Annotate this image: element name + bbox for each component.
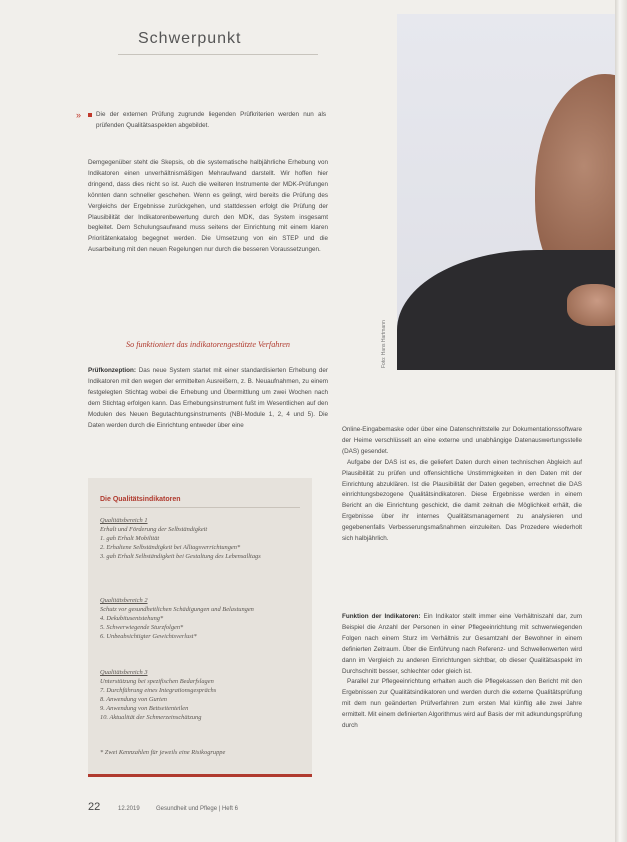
photo-credit: Foto: Hans Hartmann (381, 320, 387, 368)
group-heading: Qualitätsbereich 1 (100, 517, 148, 524)
group-line: 4. Dekubitusentstehung* (100, 615, 164, 622)
group-line: 6. Unbeabsichtigter Gewichtsverlust* (100, 633, 197, 640)
group-line: 3. gah Erhalt Selbständigkeit bei Gestaltung des Lebensalltags (100, 553, 261, 560)
page-number: 22 (88, 801, 101, 813)
indicator-group-1 (100, 516, 300, 561)
section-title: Schwerpunkt (138, 30, 242, 47)
group-line: 5. Schwerwiegende Sturzfolgen* (100, 624, 184, 631)
body-paragraph-4 (342, 612, 582, 732)
portrait-photo (397, 14, 615, 370)
body-paragraph-2 (88, 366, 328, 431)
group-line: 10. Aktualität der Schmerzeinschätzung (100, 714, 202, 721)
group-line: 8. Anwendung von Gurten (100, 696, 167, 703)
group-line: 2. Erhaltene Selbständigkeit bei Alltagsverrichtungen* (100, 544, 241, 551)
page-edge (615, 0, 627, 842)
group-line: 9. Anwendung von Bettseitenteilen (100, 705, 189, 712)
infobox-divider (100, 507, 300, 508)
title-rule (118, 54, 318, 55)
quality-indicators-box (88, 478, 312, 777)
paragraph-text: Das neue System startet mit einer standardisierten Erhebung der Indikatoren mit den wegen der ermittelten Ausreißern, z. B. Neuaufnahmen, zu einem festgelegten Stichtag wobei die Erhebung und Übermittlung um zwei Wochen nach dem Stichtag erfolgen kann. Das Erhebungsinstrument fußt im Wesentlichen auf den Modulen des Neuen Begutachtungsinstruments (NBI-Module 1, 2, 4 und 5). Die Daten werden durch die Einrichtung entweder über eine (88, 367, 329, 429)
paragraph-label: Funktion der Indikatoren: (342, 613, 421, 620)
issue-date: 12.2019 (118, 806, 140, 812)
indicator-group-3 (100, 668, 300, 722)
photo-hand (567, 284, 615, 326)
body-paragraph-3 (342, 425, 582, 545)
infobox-title: Die Qualitätsindikatoren (100, 496, 181, 503)
paragraph-text: Aufgabe der DAS ist es, die geliefert Daten durch einen technischen Abgleich auf Plausibilität zu prüfen und offensichtliche Unstimmigkeiten in den Daten mit der Einrichtung abzuklären. Ist die Plausibilität der Daten gegeben, errechnet die DAS einrichtungsbezogene Qualitätsindikatoren. Diese Ergebnisse werden in einem Bericht an die Einrichtung geschickt, die damit zeitnah die Möglichkeit erhält, die Ergebnisse über ihr internes Qualitätsmanagement zu analysieren und gegebenenfalls Verbesserungsmaßnahmen einzuleiten. Das Prozedere wiederholt sich halbjährlich. (342, 458, 582, 543)
group-line: Schutz vor gesundheitlichen Schädigungen und Belastungen (100, 606, 254, 613)
group-heading: Qualitätsbereich 2 (100, 597, 148, 604)
body-paragraph-1: Demgegenüber steht die Skepsis, ob die systematische halbjährliche Erhebung von Indikatoren einen unverhältnismäßigen Mehraufwand darstellt. Wir hoffen hier dringend, dass dies nicht so ist. Auch die weiteren Instrumente der MDK-Prüfungen könnten dann schneller geschehen. Wenn es gelingt, wird bereits die Prüfung des Vergleichs der Ergebnisse zurückgehen, und stattdessen erfolgt die Prüfung der Plausibilität der Indikatorenbewertung durch den MDK, das System insgesamt begleitet. Dem Schulungsaufwand muss seitens der Einrichtung mit einem klaren Prioritätenkatalog begegnet werden. Die Umsetzung von ein STEP und die Ausarbeitung mit den neuen Regelungen nur durch die besseren Voraussetzungen. (88, 159, 328, 254)
paragraph-label: Prüfkonzeption: (88, 367, 136, 374)
group-heading: Qualitätsbereich 3 (100, 669, 148, 676)
group-line: 7. Durchführung eines Integrationsgesprächs (100, 687, 217, 694)
paragraph-text: Online-Eingabemaske oder über eine Datenschnittstelle zur Dokumentationssoftware der Heime verschlüsselt an eine externe und unabhängige Datenauswertungsstelle (DAS) gesendet. (342, 426, 582, 455)
magazine-name: Gesundheit und Pflege | Heft 6 (156, 806, 238, 812)
lead-paragraph: Die der externen Prüfung zugrunde liegenden Prüfkriterien werden nun als prüfenden Qualitätsaspekten abgebildet. (96, 111, 326, 129)
group-line: 1. gah Erhalt Mobilität (100, 535, 160, 542)
group-line: Erhalt und Förderung der Selbständigkeit (100, 526, 208, 533)
infobox-footnote: * Zwei Kennzahlen für jeweils eine Risikogruppe (100, 749, 226, 756)
paragraph-text: Ein Indikator stellt immer eine Verhältniszahl dar, zum Beispiel die Anzahl der Personen in einer Pflegeeinrichtung mit schwerwiegenden Folgen nach einem Sturz im Verhältnis zur Gesamtzahl der Bewohner in einem definierten Zeitraum. Über die Einführung nach Referenz- und Schwellenwerten wird dann im Vergleich zu anderen Einrichtungen sichtbar, ob dieser Qualitätsaspekt im Durchschnitt besser, schlechter oder gleich ist. (342, 613, 583, 675)
group-line: Unterstützung bei spezifischen Bedarfslagen (100, 678, 214, 685)
subheading: So funktioniert das indikatorengestützte Verfahren (125, 340, 291, 349)
paragraph-text: Parallel zur Pflegeeinrichtung erhalten auch die Pflegekassen den Bericht mit den Ergebnissen zur Qualitätsindikatoren und werden durch die externe Qualitätsprüfung mit dem nun geänderten Prüfverfahren zum ersten Mal künftig alle zwei Jahre ermittelt. Mit einem definierten Algorithmus wird auf Basis der mit adkundungsprüfung durch (342, 678, 582, 730)
indicator-group-2 (100, 596, 300, 641)
bullet-dot (88, 113, 92, 117)
bullet-marker: » (76, 110, 82, 120)
